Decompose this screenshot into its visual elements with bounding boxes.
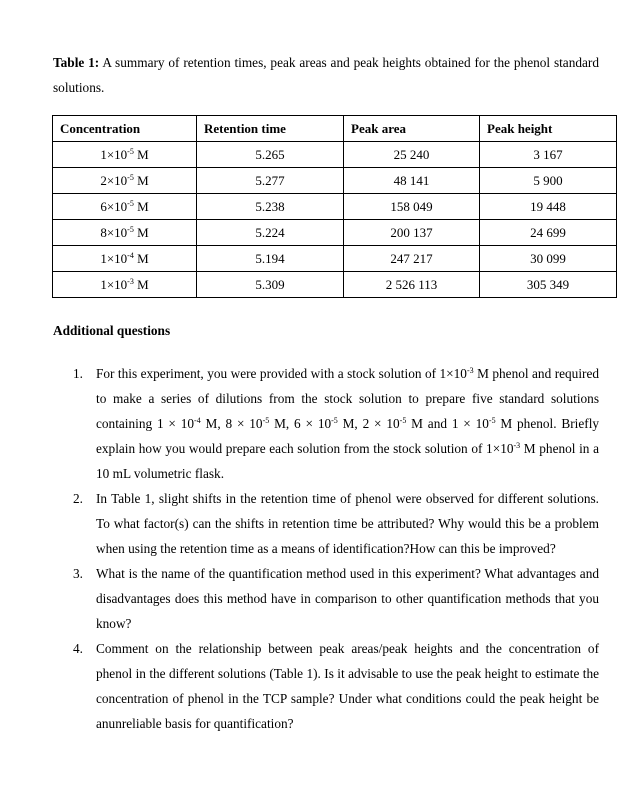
table-caption-label: Table 1: (53, 55, 100, 70)
table-row (53, 194, 617, 220)
peak-height-cell: 5 900 (480, 168, 617, 194)
concentration-unit: M (133, 276, 149, 292)
concentration-mantissa: 1×10 (100, 146, 128, 162)
concentration-unit: M (133, 224, 149, 240)
table-row (53, 272, 617, 298)
concentration-mantissa: 2×10 (100, 172, 128, 188)
concentration-cell (53, 142, 197, 168)
header-peak-area: Peak area (344, 116, 480, 142)
concentration-exponent: -5 (127, 146, 134, 156)
peak-area-cell: 247 217 (344, 246, 480, 272)
peak-area-cell: 158 049 (344, 194, 480, 220)
concentration-mantissa: 8×10 (100, 224, 128, 240)
peak-height-cell: 19 448 (480, 194, 617, 220)
concentration-cell (53, 168, 197, 194)
question-text-part: M, 2 × 10 (337, 416, 400, 431)
concentration-exponent: -5 (127, 224, 134, 234)
question-text-part: M, 6 × 10 (269, 416, 332, 431)
question-text-part: For this experiment, you were provided with a stock solution of 1×10 (96, 366, 467, 381)
peak-area-cell: 48 141 (344, 168, 480, 194)
table-row (53, 168, 617, 194)
retention-time-cell: 5.265 (197, 142, 344, 168)
peak-height-cell: 24 699 (480, 220, 617, 246)
header-retention-time: Retention time (197, 116, 344, 142)
question-text-part: M and 1 × 10 (406, 416, 489, 431)
exponent: -5 (399, 416, 407, 425)
exponent: -3 (513, 441, 521, 450)
concentration-unit: M (133, 250, 149, 266)
concentration-unit: M (133, 146, 149, 162)
summary-table (52, 115, 617, 298)
concentration-cell (53, 246, 197, 272)
question-number: 2. (73, 491, 83, 506)
peak-area-cell: 200 137 (344, 220, 480, 246)
question-item (73, 561, 599, 636)
question-text-part: M phenol in a 10 mL volumetric flask. (96, 441, 599, 481)
exponent: -4 (194, 416, 201, 425)
concentration-exponent: -3 (127, 276, 134, 286)
peak-area-cell: 2 526 113 (344, 272, 480, 298)
concentration-unit: M (133, 198, 149, 214)
question-text-part: M, 8 × 10 (200, 416, 263, 431)
question-text-part: M phenol. Briefly explain how you would prepare each solution from the stock solution of 1×10 (96, 416, 600, 456)
peak-height-cell: 30 099 (480, 246, 617, 272)
concentration-exponent: -5 (127, 198, 134, 208)
question-number: 1. (73, 366, 83, 381)
exponent: -5 (331, 416, 338, 425)
header-peak-height: Peak height (480, 116, 617, 142)
retention-time-cell: 5.224 (197, 220, 344, 246)
concentration-mantissa: 6×10 (100, 198, 128, 214)
question-text-part: M phenol and required to make a series of dilutions from the stock solution to prepare five standard solutions containing 1 × 10 (96, 366, 599, 431)
concentration-unit: M (133, 172, 149, 188)
question-text: In Table 1, slight shifts in the retention time of phenol were observed for different solutions. To what factor(s) can the shifts in retention time be attributed? Why would this be a problem when using the retention time as a means of identification?How can this be improved? (96, 491, 599, 556)
question-text: What is the name of the quantification method used in this experiment? What advantages and disadvantages does this method have in comparison to other quantification methods that you know? (96, 566, 599, 631)
exponent: -5 (262, 416, 270, 425)
table-row (53, 220, 617, 246)
additional-questions-heading: Additional questions (53, 323, 171, 338)
question-number: 3. (73, 566, 83, 581)
concentration-mantissa: 1×10 (100, 250, 128, 266)
question-text (96, 366, 599, 481)
questions-list (73, 361, 600, 736)
exponent: -3 (466, 366, 474, 375)
table-caption (53, 50, 599, 100)
concentration-cell (53, 272, 197, 298)
table-header-row (53, 116, 617, 142)
retention-time-cell: 5.309 (197, 272, 344, 298)
question-number: 4. (73, 641, 83, 656)
question-item (73, 361, 600, 486)
question-item (73, 636, 599, 736)
table-row (53, 142, 617, 168)
exponent: -5 (488, 416, 496, 425)
peak-area-cell: 25 240 (344, 142, 480, 168)
retention-time-cell: 5.194 (197, 246, 344, 272)
header-concentration: Concentration (53, 116, 197, 142)
table-row (53, 246, 617, 272)
question-text: Comment on the relationship between peak areas/peak heights and the concentration of phenol in the different solutions (Table 1). Is it advisable to use the peak height to estimate the concentration of phenol in the TCP sample? Under what conditions could the peak height be anunreliable basis for quantification? (96, 641, 599, 731)
concentration-mantissa: 1×10 (100, 276, 128, 292)
question-item (73, 486, 599, 561)
table-caption-text: A summary of retention times, peak areas and peak heights obtained for the phenol standard solutions. (53, 55, 599, 95)
retention-time-cell: 5.238 (197, 194, 344, 220)
concentration-cell (53, 194, 197, 220)
concentration-exponent: -4 (127, 250, 134, 260)
concentration-cell (53, 220, 197, 246)
concentration-exponent: -5 (127, 172, 134, 182)
peak-height-cell: 305 349 (480, 272, 617, 298)
peak-height-cell: 3 167 (480, 142, 617, 168)
retention-time-cell: 5.277 (197, 168, 344, 194)
